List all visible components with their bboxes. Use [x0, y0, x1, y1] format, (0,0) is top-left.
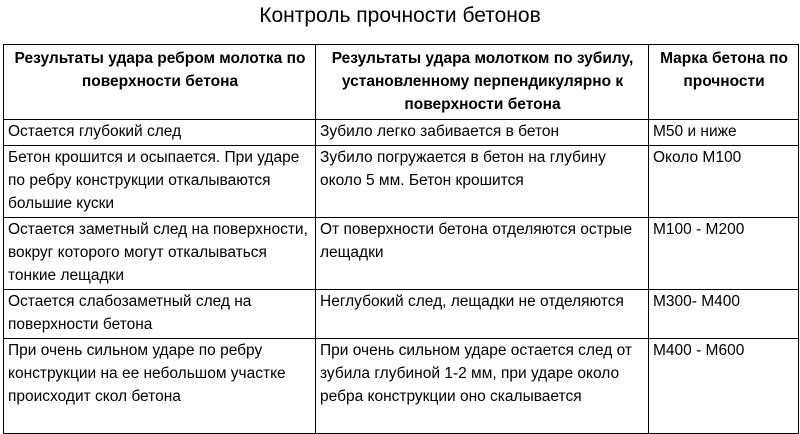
page-title: Контроль прочности бетонов: [259, 4, 541, 27]
cell-concrete-grade: Около М100: [649, 146, 799, 218]
cell-concrete-grade: М50 и ниже: [649, 120, 799, 146]
table-header-row: [4, 45, 799, 120]
header-concrete-grade: Марка бетона по прочности: [649, 45, 799, 120]
table-row: [4, 120, 799, 146]
header-chisel-result: Результаты удара молотком по зубилу, установленному перпендикулярно к поверхности бетона: [316, 45, 649, 120]
cell-hammer-edge-result: Остается слабозаметный след на поверхности бетона: [4, 290, 316, 339]
cell-chisel-result: Зубило погружается в бетон на глубину около 5 мм. Бетон крошится: [316, 146, 649, 218]
cell-chisel-result: Неглубокий след, лещадки не отделяются: [316, 290, 649, 339]
cell-chisel-result: От поверхности бетона отделяются острые лещадки: [316, 218, 649, 290]
cell-hammer-edge-result: Бетон крошится и осыпается. При ударе по ребру конструкции откалываются большие куски: [4, 146, 316, 218]
cell-hammer-edge-result: Остается глубокий след: [4, 120, 316, 146]
table-row: [4, 218, 799, 290]
table-row: [4, 146, 799, 218]
cell-concrete-grade: М400 - М600: [649, 339, 799, 434]
cell-concrete-grade: М300- М400: [649, 290, 799, 339]
cell-hammer-edge-result: При очень сильном ударе по ребру конструкции на ее небольшом участке происходит скол бетона: [4, 339, 316, 434]
table-row: [4, 290, 799, 339]
cell-chisel-result: При очень сильном ударе остается след от зубила глубиной 1-2 мм, при ударе около ребра конструкции оно скалывается: [316, 339, 649, 434]
cell-chisel-result: Зубило легко забивается в бетон: [316, 120, 649, 146]
concrete-strength-table: [3, 44, 799, 434]
table-row: [4, 339, 799, 434]
cell-hammer-edge-result: Остается заметный след на поверхности, вокруг которого могут откалываться тонкие лещадки: [4, 218, 316, 290]
header-hammer-edge-result: Результаты удара ребром молотка по поверхности бетона: [4, 45, 316, 120]
cell-concrete-grade: М100 - М200: [649, 218, 799, 290]
